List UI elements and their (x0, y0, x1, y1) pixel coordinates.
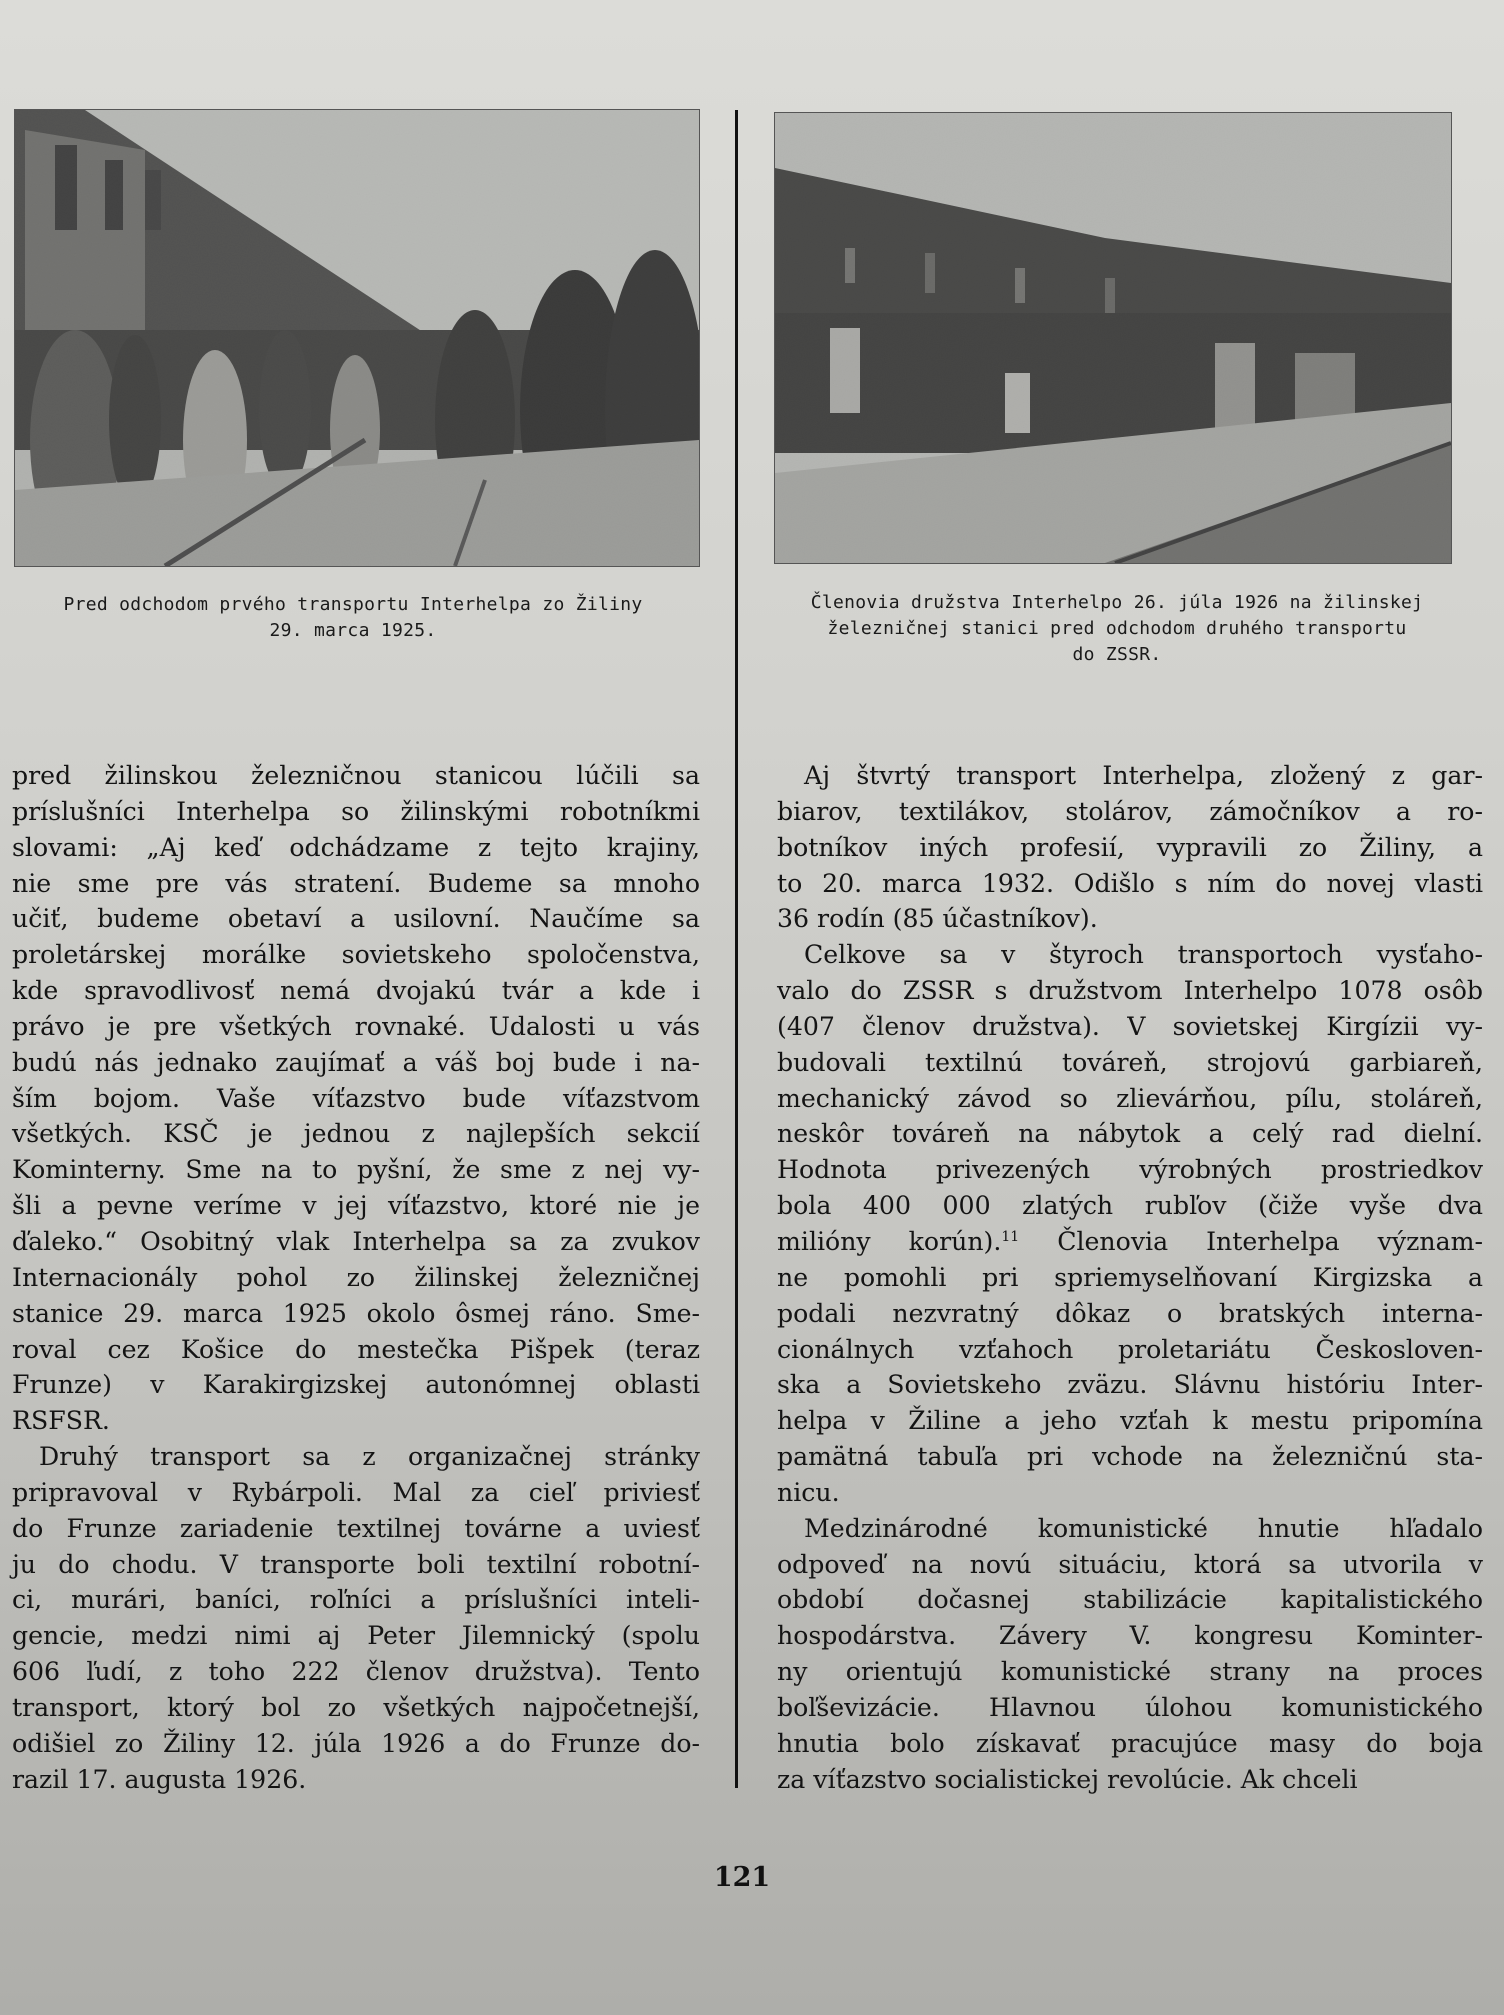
text-line: biarov, textilákov, stolárov, zámočníkov a ro- (777, 796, 1483, 826)
text-line: to 20. marca 1932. Odišlo s ním do novej vlasti (777, 868, 1483, 898)
caption-line: do ZSSR. (1072, 644, 1162, 665)
text-line: budovali textilnú továreň, strojovú garbiareň, (777, 1047, 1483, 1077)
text-line: Kominterny. Sme na to pyšní, že sme z nej vy- (12, 1155, 700, 1185)
text-line: ny orientujú komunistické strany na proces (777, 1657, 1483, 1687)
text-column-right (777, 758, 1483, 1797)
text-line: slovami: „Aj keď odchádzame z tejto krajiny, (12, 832, 700, 862)
text-line: podali nezvratný dôkaz o bratských interna- (777, 1298, 1483, 1328)
photo-second-transport-image (775, 113, 1451, 563)
text-line: helpa v Žiline a jeho vzťah k mestu pripomína (777, 1406, 1483, 1436)
photo-second-transport (774, 112, 1452, 564)
text-line: všetkých. KSČ je jednou z najlepších sekcií (12, 1119, 700, 1149)
caption-line: 29. marca 1925. (269, 620, 437, 641)
text-line: mechanický závod so zlievárňou, pílu, stoláreň, (777, 1083, 1483, 1113)
caption-line: Členovia družstva Interhelpo 26. júla 1926 na žilinskej (810, 592, 1424, 613)
text-line: nicu. (777, 1477, 840, 1507)
text-line: ci, murári, baníci, roľníci a príslušníci inteli- (12, 1585, 700, 1615)
text-line: ne pomohli pri spriemyselňovaní Kirgizska a (777, 1262, 1483, 1292)
text-line: roval cez Košice do mestečka Pišpek (teraz (12, 1334, 700, 1364)
text-line: pred žilinskou železničnou stanicou lúčili sa (12, 761, 700, 790)
text-line: pripravoval v Rybárpoli. Mal za cieľ priviesť (12, 1477, 700, 1507)
text-line: príslušníci Interhelpa so žilinskými robotníkmi (12, 796, 700, 826)
text-line: budú nás jednako zaujímať a váš boj bude i na- (12, 1047, 700, 1077)
text-line: učiť, budeme obetaví a usilovní. Naučíme sa (12, 904, 700, 934)
text-line: 606 ľudí, z toho 222 členov družstva). Tento (12, 1657, 700, 1687)
text-line: kde spravodlivosť nemá dvojakú tvár a kde i (12, 976, 700, 1006)
text-line: odišiel zo Žiliny 12. júla 1926 a do Frunze do- (12, 1728, 700, 1758)
caption-line: železničnej stanici pred odchodom druhého transportu (827, 618, 1407, 639)
photo-caption-right (772, 590, 1462, 668)
text-line: 36 rodín (85 účastníkov). (777, 904, 1098, 934)
page-number: 121 (713, 1862, 771, 1893)
text-line: valo do ZSSR s družstvom Interhelpo 1078 osôb (777, 976, 1483, 1006)
text-line: (407 členov družstva). V sovietskej Kirgízii vy- (777, 1011, 1483, 1041)
text-line: Internacionály pohol zo žilinskej železničnej (12, 1262, 700, 1292)
text-line: ska a Sovietskeho zväzu. Slávnu históriu Inter- (777, 1370, 1483, 1400)
text-line: hnutia bolo získavať pracujúce masy do boja (777, 1728, 1483, 1758)
text-line: Druhý transport sa z organizačnej stránky (39, 1442, 700, 1472)
text-line: nie sme pre vás stratení. Budeme sa mnoho (12, 868, 700, 898)
text-fragment: Členovia Interhelpa význam- (1019, 1226, 1483, 1256)
text-line: proletárskej morálke sovietskeho spoločenstva, (12, 940, 700, 970)
text-line: hospodárstva. Závery V. kongresu Kominter- (777, 1621, 1483, 1651)
text-line: ju do chodu. V transporte boli textilní robotní- (12, 1549, 700, 1579)
text-line: období dočasnej stabilizácie kapitalistického (777, 1585, 1483, 1615)
text-line: ďaleko.“ Osobitný vlak Interhelpa sa za zvukov (12, 1226, 700, 1256)
text-line: do Frunze zariadenie textilnej továrne a uviesť (12, 1513, 700, 1543)
text-line: Hodnota privezených výrobných prostriedkov (777, 1155, 1483, 1185)
text-line: šli a pevne veríme v jej víťazstvo, ktoré nie je (12, 1191, 700, 1221)
text-line: boľševizácie. Hlavnou úlohou komunistického (777, 1692, 1483, 1722)
text-line: transport, ktorý bol zo všetkých najpočetnejší, (12, 1692, 700, 1722)
photo-first-transport-image (15, 110, 699, 566)
text-line: Celkove sa v štyroch transportoch vysťaho- (804, 940, 1483, 970)
text-line: ším bojom. Vaše víťazstvo bude víťazstvom (12, 1083, 700, 1113)
text-line: Aj štvrtý transport Interhelpa, zložený z gar- (804, 761, 1483, 790)
photo-caption-left (8, 592, 698, 644)
text-line: neskôr továreň na nábytok a celý rad dielní. (777, 1119, 1483, 1149)
text-line: gencie, medzi nimi aj Peter Jilemnický (spolu (12, 1621, 700, 1651)
text-line: botníkov iných profesií, vypravili zo Žiliny, a (777, 832, 1483, 862)
text-line: stanice 29. marca 1925 okolo ôsmej ráno. Sme- (12, 1298, 700, 1328)
text-line: Medzinárodné komunistické hnutie hľadalo (804, 1513, 1483, 1543)
caption-line: Pred odchodom prvého transportu Interhelpa zo Žiliny (63, 594, 643, 615)
text-line: razil 17. augusta 1926. (12, 1764, 307, 1794)
text-line: Frunze) v Karakirgizskej autonómnej oblasti (12, 1370, 700, 1400)
text-fragment: milióny korún). (777, 1226, 1002, 1256)
footnote-marker: 11 (1001, 1228, 1020, 1245)
photo-first-transport (14, 109, 700, 567)
text-line: bola 400 000 zlatých rubľov (čiže vyše dva (777, 1191, 1483, 1221)
text-line (777, 1224, 1483, 1260)
text-line: RSFSR. (12, 1406, 110, 1436)
text-line: cionálnych vzťahoch proletariátu Českosloven- (777, 1334, 1483, 1364)
text-line: odpoveď na novú situáciu, ktorá sa utvorila v (777, 1549, 1483, 1579)
text-column-left (12, 758, 700, 1797)
text-line: za víťazstvo socialistickej revolúcie. Ak chceli (777, 1764, 1358, 1794)
text-line: pamätná tabuľa pri vchode na železničnú sta- (777, 1442, 1483, 1472)
text-line: právo je pre všetkých rovnaké. Udalosti u vás (12, 1011, 700, 1041)
column-divider (735, 110, 738, 1788)
